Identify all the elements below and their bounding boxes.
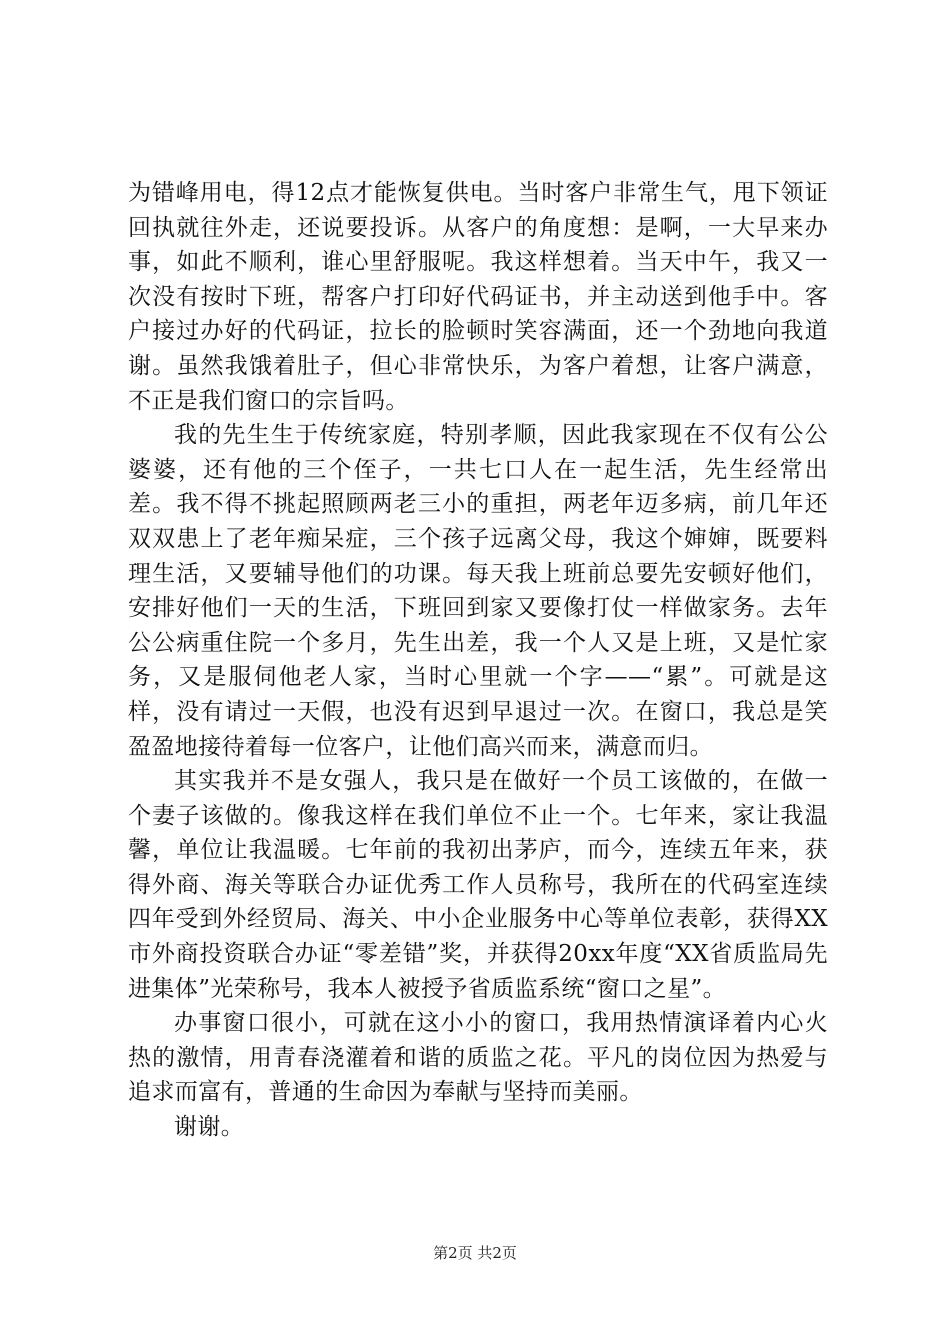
paragraph-family: 我的先生生于传统家庭，特别孝顺，因此我家现在不仅有公公婆婆，还有他的三个侄子，一共七口人在一起生活，先生经常出差。我不得不挑起照顾两老三小的重担，两老年迈多病，前几年还双双患上了老年痴呆症，三个孩子远离父母，我这个婶婶，既要料理生活，又要辅导他们的功课。每天我上班前总要先安顿好他们，安排好他们一天的生活，下班回到家又要像打仗一样做家务。去年公公病重住院一个多月，先生出差，我一个人又是上班，又是忙家务，又是服伺他老人家，当时心里就一个字——“累”。可就是这样，没有请过一天假，也没有迟到早退过一次。在窗口，我总是笑盈盈地接待着每一位客户，让他们高兴而来，满意而归。 [128,422,828,760]
page-footer: 第2页 共2页 [433,1244,517,1262]
paragraph-conclusion: 办事窗口很小，可就在这小小的窗口，我用热情演译着内心火热的激情，用青春浇灌着和谐的质监之花。平凡的岗位因为热爱与追求而富有，普通的生命因为奉献与坚持而美丽。 [128,1010,828,1106]
paragraph-achievements: 其实我并不是女强人，我只是在做好一个员工该做的，在做一个妻子该做的。像我这样在我们单位不止一个。七年来，家让我温馨，单位让我温暖。七年前的我初出茅庐，而今，连续五年来，获得外商、海关等联合办证优秀工作人员称号，我所在的代码室连续四年受到外经贸局、海关、中小企业服务中心等单位表彰，获得XX市外商投资联合办证“零差错”奖，并获得20xx年度“XX省质监局先进集体”光荣称号，我本人被授予省质监系统“窗口之星”。 [128,768,828,1002]
paragraph-continuation: 为错峰用电，得12点才能恢复供电。当时客户非常生气，甩下领证回执就往外走，还说要投诉。从客户的角度想：是啊，一大早来办事，如此不顺利，谁心里舒服呢。我这样想着。当天中午，我又一次没有按时下班，帮客户打印好代码证书，并主动送到他手中。客户接过办好的代码证，拉长的脸顿时笑容满面，还一个劲地向我道谢。虽然我饿着肚子，但心非常快乐，为客户着想，让客户满意，不正是我们窗口的宗旨吗。 [128,180,828,414]
paragraph-thanks: 谢谢。 [174,1114,245,1141]
document-body [128,176,828,1145]
